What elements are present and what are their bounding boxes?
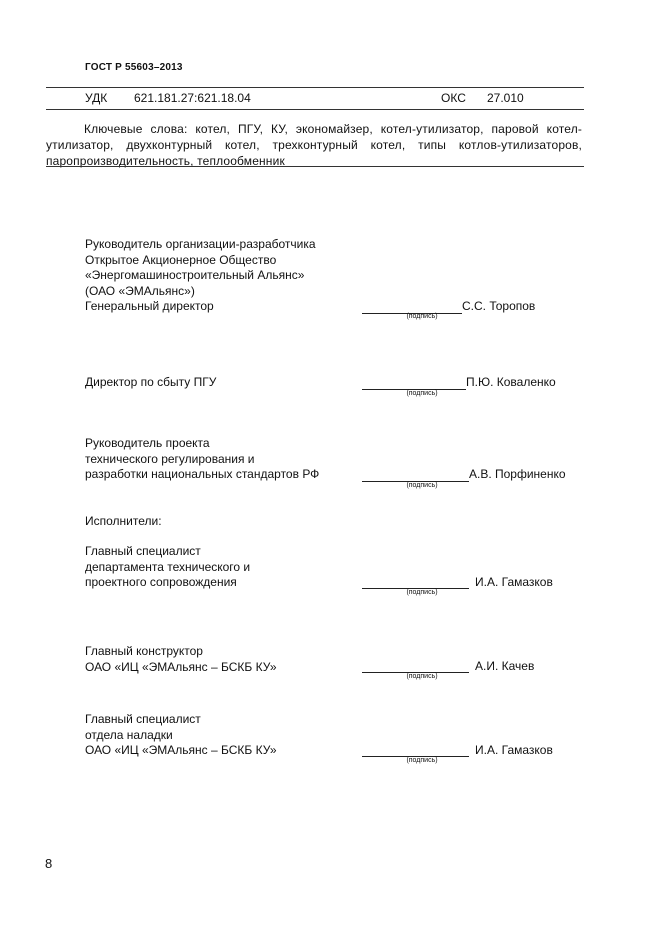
- signatory-block-commissioning-specialist: [85, 712, 277, 759]
- signatory-line: проектного сопровождения: [85, 575, 237, 589]
- signature-caption: (подпись): [406, 673, 438, 680]
- signatory-line: «Энергомашиностроительный Альянс»: [85, 268, 305, 282]
- signatory-block-chief-designer: [85, 644, 277, 675]
- signatory-block-sales-director: [85, 375, 216, 391]
- signatory-line: ОАО «ИЦ «ЭМАльянс – БСКБ КУ»: [85, 659, 277, 674]
- signature-caption: (подпись): [406, 313, 438, 320]
- signatory-line: ОАО «ИЦ «ЭМАльянс – БСКБ КУ»: [85, 743, 277, 757]
- signatory-name: А.В. Порфиненко: [469, 467, 566, 481]
- signatory-line: Директор по сбыту ПГУ: [85, 375, 217, 389]
- signatory-line: (ОАО «ЭМАльянс»): [85, 283, 195, 298]
- signatory-line: технического регулирования и: [85, 451, 255, 466]
- signatory-line: Руководитель проекта: [85, 436, 210, 450]
- oks-label: ОКС: [441, 91, 466, 105]
- keywords-rule: [46, 166, 584, 167]
- signatory-line: Руководитель организации-разработчика: [85, 237, 316, 251]
- signatory-line: Открытое Акционерное Общество: [85, 252, 277, 267]
- signatory-name: П.Ю. Коваленко: [466, 375, 556, 389]
- page-number: 8: [45, 856, 53, 871]
- signatory-block-project-head: [85, 436, 319, 483]
- udk-label: УДК: [85, 91, 108, 105]
- signatory-line: департамента технического и: [85, 559, 251, 574]
- signatory-line: Главный конструктор: [85, 644, 203, 658]
- signatory-name: С.С. Торопов: [462, 299, 536, 313]
- signatory-line: Главный специалист: [85, 544, 201, 558]
- oks-value: 27.010: [487, 91, 524, 105]
- signatory-name: И.А. Гамазков: [475, 743, 553, 757]
- signature-caption: (подпись): [406, 757, 438, 764]
- keywords-paragraph: Ключевые слова: котел, ПГУ, КУ, экономайзер, котел-утилизатор, паровой котел-утилизатор, двухконтурный котел, трехконтурный котел, типы котлов-утилизаторов, паропроизводительность, теплообменник: [46, 122, 582, 168]
- signature-caption: (подпись): [406, 589, 438, 596]
- signatory-block-technical-specialist: [85, 544, 250, 591]
- udk-value: 621.181.27:621.18.04: [134, 91, 251, 105]
- signatory-name: И.А. Гамазков: [475, 575, 553, 589]
- executors-label: Исполнители:: [85, 514, 162, 528]
- signature-caption: (подпись): [406, 482, 438, 489]
- signatory-line: отдела наладки: [85, 727, 173, 742]
- signatory-name: А.И. Качев: [475, 659, 535, 673]
- signatory-line: разработки национальных стандартов РФ: [85, 467, 320, 481]
- signatory-block-developer-head: [85, 237, 316, 315]
- standard-code: ГОСТ Р 55603–2013: [85, 62, 183, 73]
- signatory-line: Генеральный директор: [85, 299, 214, 313]
- signatory-line: Главный специалист: [85, 712, 201, 726]
- signature-caption: (подпись): [406, 390, 438, 397]
- header-rule: [46, 87, 584, 88]
- classification-rule: [46, 109, 584, 110]
